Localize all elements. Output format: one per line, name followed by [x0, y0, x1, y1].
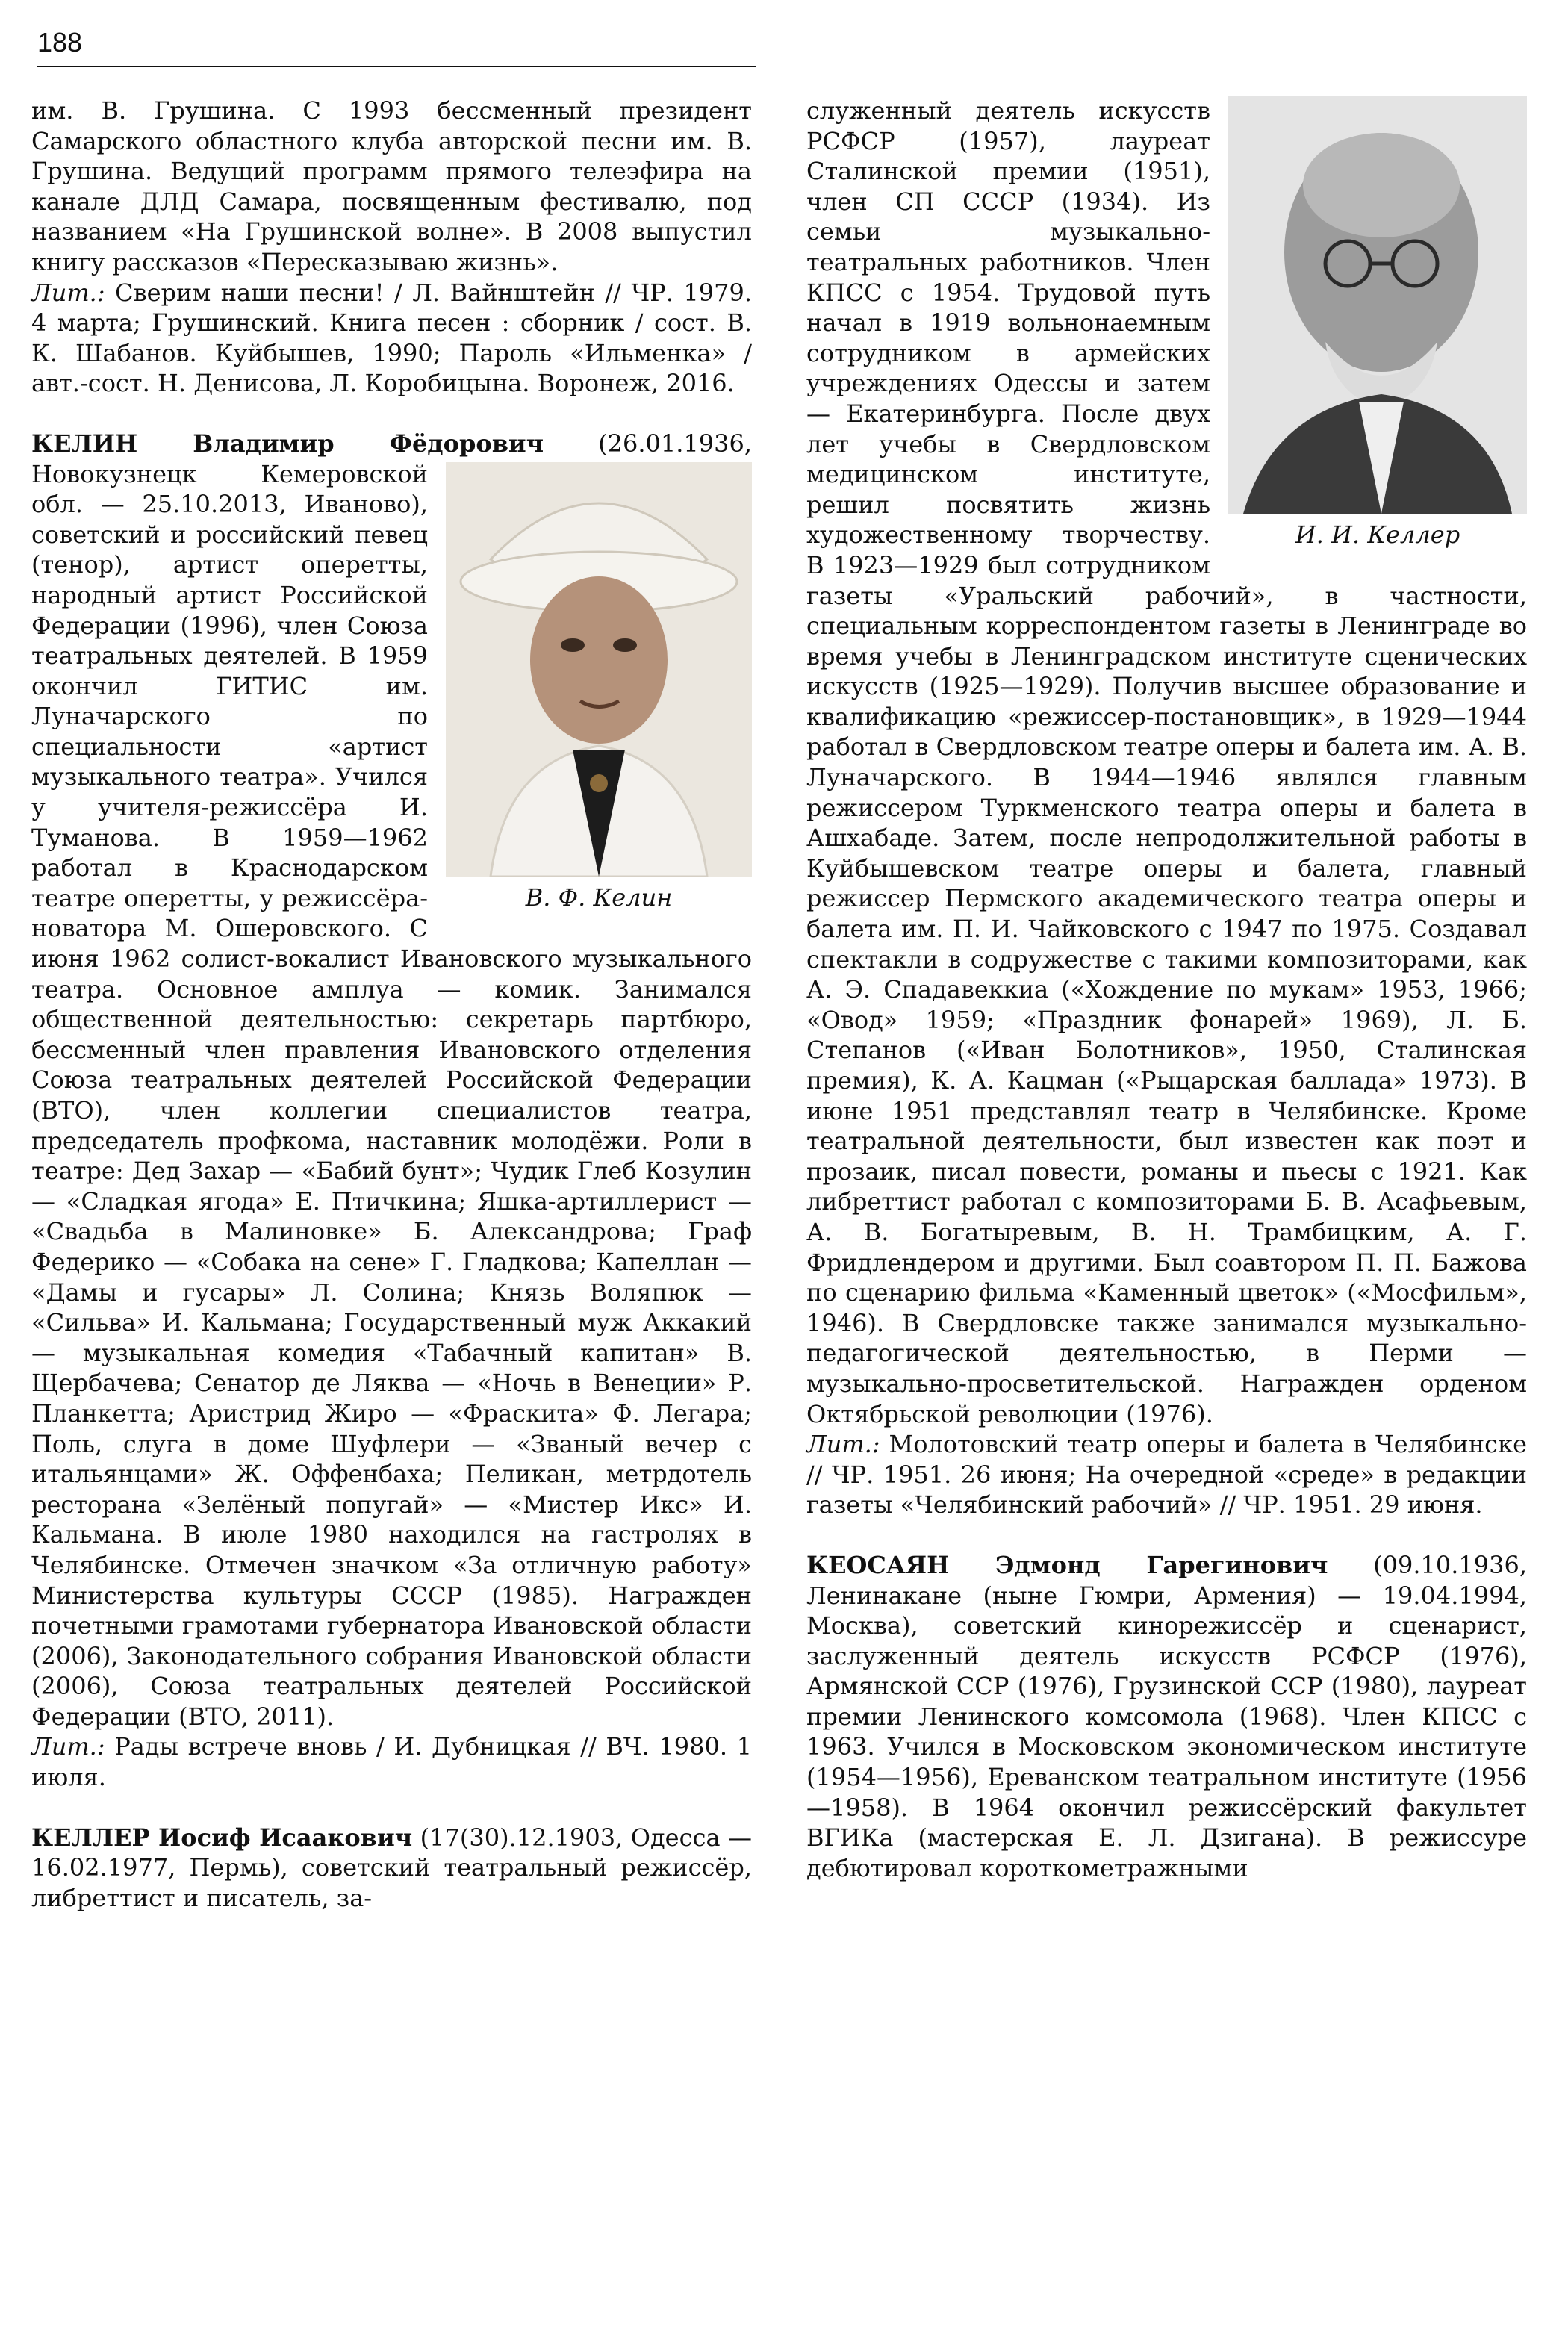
header-rule	[37, 66, 756, 67]
kelin-photo	[446, 462, 752, 877]
keller-name: КЕЛЛЕР Иосиф Исаакович	[31, 1823, 413, 1852]
keosayan-text: (09.10.1936, Ленинакане (ныне Гюмри, Армения) — 19.04.1994, Москва), советский кинорежиссёр и сценарист, заслуженный деятель искусств РСФСР (1976), Армянской ССР (1976), Грузинской ССР (1980), лауреат премии Ленинского комсомола (1968). Член КПСС с 1963. Учился в Московском экономическом институте (1954—1956), Ереванском театральном институте (1956—1958). В 1964 окончил режиссёрский факультет ВГИКа (мастерская Е. Л. Дзигана). В режиссуре дебютировал короткометражными	[806, 1550, 1528, 1882]
keller-portrait-icon	[1228, 96, 1527, 514]
keosayan-entry	[806, 1550, 1527, 1884]
kelin-name: КЕЛИН Владимир Фёдорович	[31, 429, 544, 458]
lit-text: Рады встрече вновь / И. Дубницкая // ВЧ. 1980. 1 июля.	[31, 1732, 752, 1792]
kelin-entry	[31, 429, 752, 1732]
kelin-literature	[31, 1732, 752, 1792]
lit-text: Молотовский театр оперы и балета в Челябинске // ЧР. 1951. 26 июня; На очередной «среде» в редакции газеты «Челябинский рабочий» // ЧР. 1951. 29 июня.	[806, 1430, 1527, 1519]
page-number: 188	[37, 27, 83, 57]
kelin-photo-caption: В. Ф. Келин	[525, 883, 673, 912]
right-column	[806, 96, 1527, 1883]
intro-text: им. В. Грушина. С 1993 бессменный президент Самарского областного клуба авторской песни им. В. Грушина. Ведущий программ прямого телеэфира на канале ДЛД Самара, посвященным фестивалю, под названием «На Грушинской волне». В 2008 выпустил книгу рассказов «Пересказываю жизнь».	[31, 96, 752, 276]
lit-text: Сверим наши песни! / Л. Вайнштейн // ЧР. 1979. 4 марта; Грушинский. Книга песен : сборник / сост. В. К. Шабанов. Куйбышев, 1990; Пароль «Ильменка» / авт.-сост. Н. Денисова, Л. Коробицына. Воронеж, 2016.	[31, 278, 752, 398]
keller-photo	[1228, 96, 1527, 514]
keller-literature	[806, 1429, 1527, 1520]
keller-photo-figure	[1228, 96, 1527, 550]
entry-gap	[31, 399, 752, 429]
keosayan-name: КЕОСАЯН Эдмонд Гарегинович	[806, 1550, 1328, 1579]
entry-gap	[806, 1520, 1527, 1550]
kelin-portrait-icon	[446, 462, 752, 877]
keller-text: служенный деятель искусств РСФСР (1957), лауреат Сталинской премии (1951), член СП СССР (1934). Из семьи музыкально-театральных работников. Член КПСС с 1954. Трудовой путь начал в 1919 вольнонаемным сотрудником в армейских учреждениях Одессы и затем — Екатеринбурга. После двух лет учебы в Свердловском медицинском институте, решил посвятить жизнь художественному творчеству. В 1923—1929 был сотрудником газеты «Уральский рабочий», в частности, специальным корреспондентом газеты в Ленинграде во время учебы в Ленинградском институте сценических искусств (1925—1929). Получив высшее образование и квалификацию «режиссер-постановщик», в 1929—1944 работал в Свердловском театре оперы и балета им. А. В. Луначарского. В 1944—1946 являлся главным режиссером Туркменского театра оперы и балета в Ашхабаде. Затем, после непродолжительной работы в Куйбышевском театре оперы и балета, главный режиссер Пермского академического театра оперы и балета им. П. И. Чайковского с 1947 по 1975. Создавал спектакли в содружестве с такими композиторами, как А. Э. Спадавеккиа («Хождение по мукам» 1953, 1966; «Овод» 1959; «Праздник фонарей» 1969), Л. Б. Степанов («Иван Болотников», 1950, Сталинская премия), К. А. Кацман («Рыцарская баллада» 1973). В июне 1951 представлял театр в Челябинске. Кроме театральной деятельности, был известен как поэт и прозаик, писал повести, романы и пьесы с 1921. Как либреттист работал с композиторами Б. В. Асафьевым, А. В. Богатыревым, В. Н. Трамбицким, А. Г. Фридлендером и другими. Был соавтором П. П. Бажова по сценарию фильма «Каменный цветок» («Мосфильм», 1946). В Свердловске также занимался музыкально-педагогической деятельностью, в Перми — музыкально-просветительской. Награжден орденом Октябрьской революции (1976).	[806, 96, 1527, 1428]
keller-entry-continued	[806, 96, 1527, 1429]
kelin-photo-figure	[446, 462, 752, 912]
entry-gap	[31, 1793, 752, 1823]
keller-entry-start	[31, 1823, 752, 1914]
lit-label: Лит.:	[806, 1430, 880, 1459]
keller-photo-caption: И. И. Келлер	[1295, 520, 1460, 549]
lit-label: Лит.:	[31, 278, 105, 307]
kelin-text: (26.01.1936, Новокузнецк Кемеровской обл. — 25.10.2013, Иваново), советский и российский певец (тенор), артист оперетты, народный артист Российской Федерации (1996), член Союза театральных деятелей. В 1959 окончил ГИТИС им. Луначарского по специальности «артист музыкального театра». Учился у учителя-режиссёра И. Туманова. В 1959—1962 работал в Краснодарском театре оперетты, у режиссёра-новатора М. Ошеровского. С июня 1962 солист-вокалист Ивановского музыкального театра. Основное амплуа — комик. Занимался общественной деятельностью: секретарь партбюро, бессменный член правления Ивановского отделения Союза театральных деятелей Российской Федерации (ВТО), член коллегии специалистов театра, председатель профкома, наставник молодёжи. Роли в театре: Дед Захар — «Бабий бунт»; Чудик Глеб Козулин — «Сладкая ягода» Е. Птичкина; Яшка-артиллерист — «Свадьба в Малиновке» Б. Александрова; Граф Федерико — «Собака на сене» Г. Гладкова; Капеллан — «Дамы и гусары» Л. Солина; Князь Воляпюк — «Сильва» И. Кальмана; Государственный муж Аккакий — музыкальная комедия «Табачный капитан» В. Щербачева; Сенатор де Ляква — «Ночь в Венеции» Р. Планкетта; Аристрид Жиро — «Фраскита» Ф. Легара; Поль, слуга в доме Шуфлери — «Званый вечер с итальянцами» Ж. Оффенбаха; Пеликан, метрдотель ресторана «Зелёный попугай» — «Мистер Икс» И. Кальмана. В июле 1980 находился на гастролях в Челябинске. Отмечен значком «За отличную работу» Министерства культуры СССР (1985). Награжден почетными грамотами губернатора Ивановской области (2006), Законодательного собрания Ивановской области (2006), Союза театральных деятелей Российской Федерации (ВТО, 2011).	[31, 429, 753, 1731]
left-column	[31, 96, 752, 1913]
intro-literature	[31, 278, 752, 399]
intro-paragraph	[31, 96, 752, 278]
lit-label: Лит.:	[31, 1732, 105, 1761]
keller-text-start: (17(30).12.1903, Одесса — 16.02.1977, Пермь), советский театральный режиссёр, либреттист и писатель, за-	[31, 1823, 753, 1912]
